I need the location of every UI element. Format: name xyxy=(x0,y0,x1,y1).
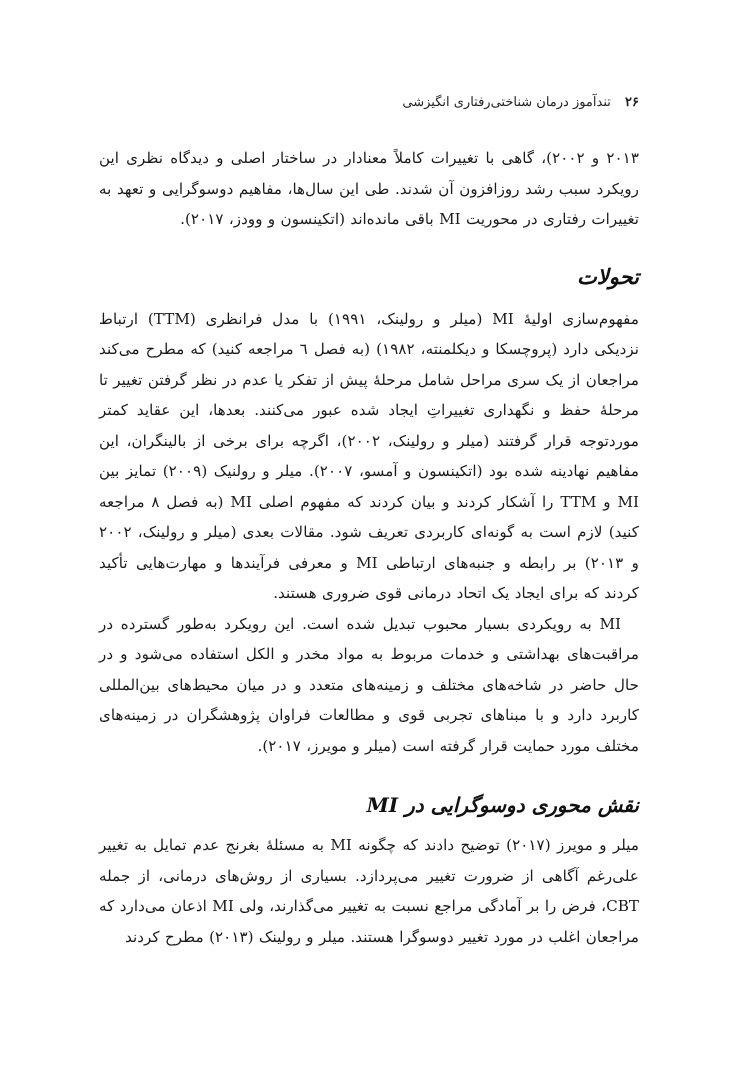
body-paragraph: مفهوم‌سازی اولیهٔ MI (میلر و رولینک، ۱۹۹۱) با مدل فرانظری (TTM) ارتباط نزدیکی دارد (پروچسکا و دیکلمنته، ۱۹۸۲) (به فصل ٦ مراجعه کنید) که مطرح می‌کند مراجعان از یک سری مراحل شامل مرحلهٔ پیش از تفکر یا عدم در نظر گرفتن تغییر تا مرحلهٔ حفظ و نگهداری تغییراتِ ایجاد شده عبور می‌کنند. بعدها، این عقاید کمتر موردتوجه قرار گرفتند (میلر و رولینک، ۲۰۰۲)، اگرچه برای برخی از بالینگران، این مفاهیم نهادینه شده بود (اتکینسون و آمسو، ۲۰۰۷). میلر و رولنیک (۲۰۰۹) تمایز بین MI و TTM را آشکار کردند و بیان کردند که مفهوم اصلی MI (به فصل ۸ مراجعه کنید) لازم است به گونه‌ای کاربردی تعریف شود. مقالات بعدی (میلر و رولینک، ۲۰۰۲ و ۲۰۱۳) بر رابطه و جنبه‌های ارتباطی MI و معرفی فرآیندها و مهارت‌هایی تأکید کردند که برای ایجاد یک اتحاد درمانی قوی ضروری هستند. xyxy=(99,309,639,602)
intro-paragraph: ۲۰۱۳ و ۲۰۰۲)، گاهی با تغییرات کاملاً معنادار در ساختار اصلی و دیدگاه نظری این رویکرد سبب رشد روزافزون آن شدند. طی این سال‌ها، مفاهیم دوسوگرایی و تعهد به تغییرات رفتاری در محوریت MI باقی مانده‌اند (اتکینسون و وودز، ۲۰۱۷). xyxy=(99,149,639,228)
section-heading-ambivalence: نقش محوری دوسوگرایی در MI xyxy=(366,793,639,817)
body-paragraph: MI به رویکردی بسیار محبوب تبدیل شده است. این رویکرد به‌طور گسترده در مراقبت‌های بهداشتی و خدمات مربوط به مواد مخدر و الکل استفاده می‌شود و در حال حاضر در شاخه‌های مختلف و زمینه‌های متعدد و در میان محیط‌های بین‌المللی کاربرد دارد و با مبناهای تجربی قوی و مطالعات فراوان پژوهشگران در زمینه‌های مختلف مورد حمایت قرار گرفته است (میلر و مویرز، ۲۰۱۷). xyxy=(99,614,639,755)
section-heading-developments: تحولات xyxy=(577,263,639,289)
running-header xyxy=(98,94,639,112)
page-number: ۲۶ xyxy=(625,95,639,110)
book-title: تندآموز درمان شناختی‌رفتاری انگیزشی xyxy=(402,95,611,110)
page-body xyxy=(99,143,639,952)
body-paragraph: میلر و مویرز (۲۰۱۷) توضیح دادند که چگونه MI به مسئلهٔ بغرنج عدم تمایل به تغییر علی‌رغم آگاهی از ضرورت تغییر می‌پردازد. بسیاری از روش‌های درمانی، از جمله CBT، فرض را بر آمادگی مراجع نسبت به تغییر می‌گذارند، ولی MI اذعان می‌دارد که مراجعان اغلب در مورد تغییر دوسوگرا هستند. میلر و رولینک (۲۰۱۳) مطرح کردند xyxy=(99,836,639,946)
